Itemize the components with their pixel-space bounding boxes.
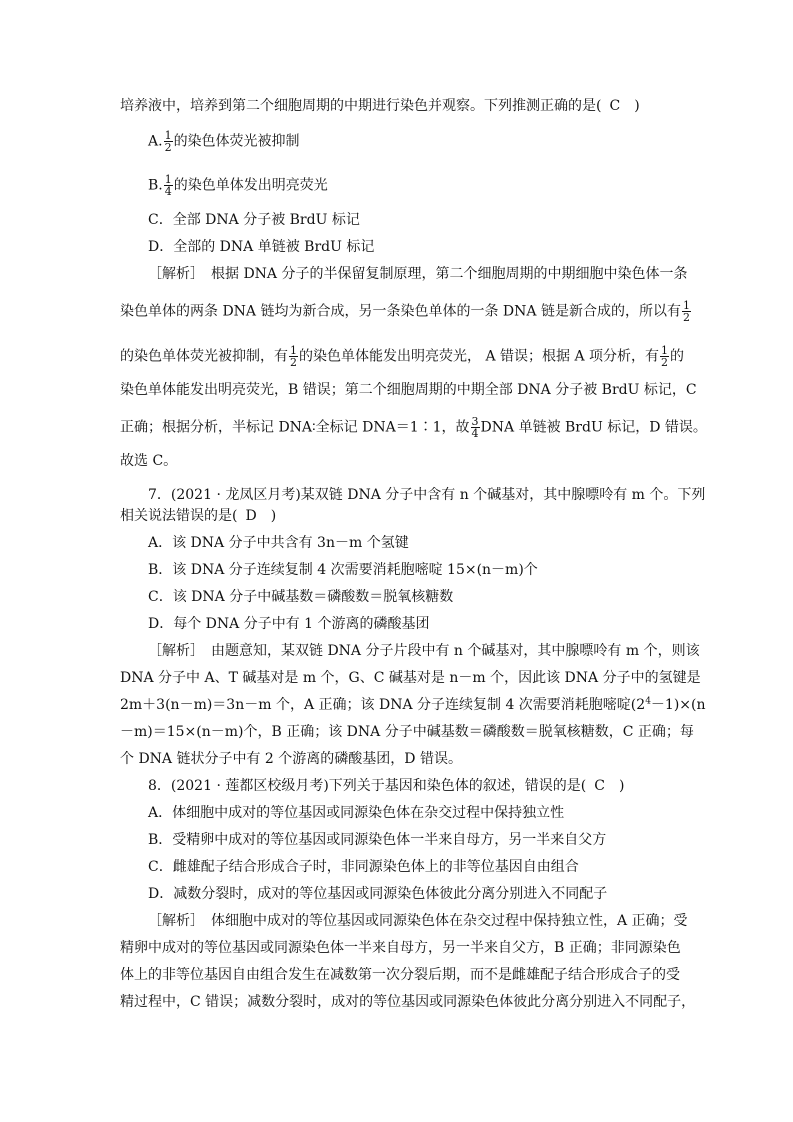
q6-analysis-line6: 故选 C。: [120, 453, 178, 469]
q8-analysis-line2: 精卵中成对的等位基因或同源染色体一半来自母方，另一半来自父方，B 正确；非同源染色: [120, 940, 681, 956]
q6-analysis-line3: 的染色单体荧光被抑制，有 $\frac{1}{2}$ 的染色单体能发出明亮荧光， A 错误；根据 A 项分析，有 $\frac{1}{2}$ 的: [120, 344, 685, 369]
q6-option-a: A. $\frac{1}{2}$ 的染色体荧光被抑制: [148, 129, 300, 154]
q7-option-a: A．该 DNA 分子中共含有 3n－m 个氢键: [148, 535, 409, 551]
q8-option-c: C．雌雄配子结合形成合子时，非同源染色体上的非等位基因自由组合: [148, 859, 579, 875]
q7-analysis-line3: 2m＋3(n－m)＝3n－m 个，A 正确；该 DNA 分子连续复制 4 次需要消耗胞嘧啶$(2^4-1)\times(n$: [120, 696, 706, 713]
fraction: $\frac{1}{2}$: [164, 129, 172, 154]
q7-analysis-line1: ［解析］ 由题意知，某双链 DNA 分子片段中有 n 个碱基对，其中腺嘌呤有 m 个，则该: [148, 643, 700, 659]
q6-option-d: D．全部的 DNA 单链被 BrdU 标记: [148, 239, 375, 255]
q8-analysis-line4: 精过程中，C 错误；减数分裂时，成对的等位基因或同源染色体彼此分离分别进入不同配子，: [120, 994, 696, 1010]
q7-analysis-line2: DNA 分子中 A、T 碱基对是 m 个，G、C 碱基对是 n－m 个，因此该 DNA 分子中的氢键是: [120, 670, 701, 686]
fraction: $\frac{3}{4}$: [471, 415, 479, 440]
q8-answer: C: [594, 778, 605, 794]
q7-option-d: D．每个 DNA 分子中有 1 个游离的磷酸基团: [148, 616, 430, 632]
q7-option-c: C．该 DNA 分子中碱基数＝磷酸数＝脱氧核糖数: [148, 589, 454, 605]
q7-stem-line2: 相关说法错误的是( D ): [120, 508, 277, 524]
fraction: $\frac{1}{2}$: [661, 344, 669, 369]
q8-option-a: A．体细胞中成对的等位基因或同源染色体在杂交过程中保持独立性: [148, 805, 565, 821]
q8-option-b: B．受精卵中成对的等位基因或同源染色体一半来自母方，另一半来自父方: [148, 832, 607, 848]
q8-option-d: D．减数分裂时，成对的等位基因或同源染色体彼此分离分别进入不同配子: [148, 886, 608, 902]
q7-analysis-line5: 个 DNA 链状分子中有 2 个游离的磷酸基团，D 错误。: [120, 751, 462, 767]
fraction: $\frac{1}{4}$: [164, 173, 172, 198]
q6-analysis-line2: 染色单体的两条 DNA 链均为新合成，另一条染色单体的一条 DNA 链是新合成的，所以有 $\frac{1}{2}$: [120, 299, 690, 324]
q6-analysis-line1: ［解析］ 根据 DNA 分子的半保留复制原理，第二个细胞周期的中期细胞中染色体一条: [148, 266, 688, 282]
q6-analysis-line4: 染色单体能发出明亮荧光，B 错误；第二个细胞周期的中期全部 DNA 分子被 BrdU 标记，C: [120, 382, 697, 398]
q7-option-b: B．该 DNA 分子连续复制 4 次需要消耗胞嘧啶 15×(n－m)个: [148, 562, 538, 578]
q7-answer: D: [245, 508, 257, 524]
q6-option-b: B. $\frac{1}{4}$ 的染色单体发出明亮荧光: [148, 173, 328, 198]
q8-analysis-line3: 体上的非等位基因自由组合发生在减数第一次分裂后期，而不是雌雄配子结合形成合子的受: [120, 967, 680, 983]
q6-answer: C: [609, 98, 621, 114]
q6-option-c: C．全部 DNA 分子被 BrdU 标记: [148, 212, 360, 228]
fraction: $\frac{1}{2}$: [290, 344, 297, 369]
fraction: $\frac{1}{2}$: [682, 299, 690, 324]
q7-stem-line1: 7．(2021 · 龙凤区月考)某双链 DNA 分子中含有 n 个碱基对，其中腺嘌呤有 m 个。下列: [148, 487, 706, 503]
q8-stem: 8．(2021 · 莲都区校级月考)下列关于基因和染色体的叙述，错误的是( C ): [148, 778, 625, 794]
q6-analysis-line5: 正确；根据分析，半标记 DNA∶全标记 DNA＝1∶1，故 $\frac{3}{4}$ DNA 单链被 BrdU 标记，D 错误。: [120, 415, 707, 440]
q7-analysis-line4: －m)＝15×(n－m)个，B 正确；该 DNA 分子中碱基数＝磷酸数＝脱氧核糖数，C 正确；每: [120, 724, 694, 740]
q6-stem-tail: 培养液中，培养到第二个细胞周期的中期进行染色并观察。下列推测正确的是( C ): [120, 98, 640, 114]
q8-analysis-line1: ［解析］ 体细胞中成对的等位基因或同源染色体在杂交过程中保持独立性，A 正确；受: [148, 913, 688, 929]
